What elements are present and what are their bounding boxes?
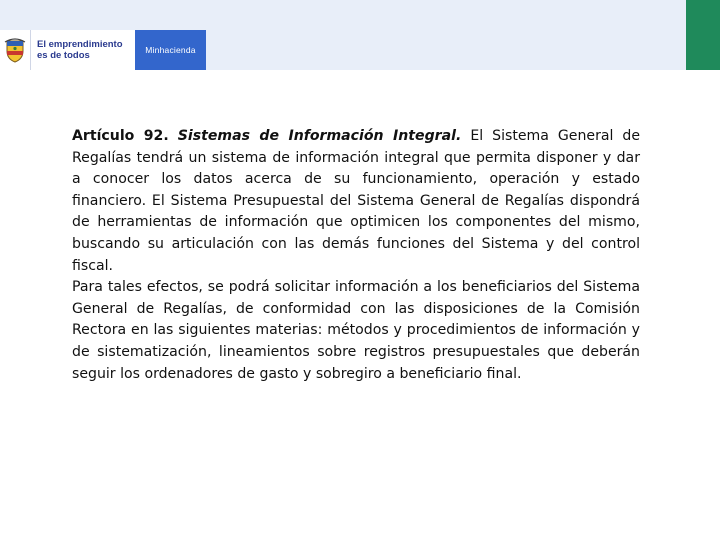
accent-tab xyxy=(686,0,720,70)
crest-graphic xyxy=(4,37,26,63)
government-logo xyxy=(0,30,206,70)
article-paragraph-2: Para tales efectos, se podrá solicitar información a los beneficiarios del Sistema General de Regalías, de conformidad con las disposiciones de la Comisión Rectora en las siguientes materias: métodos y procedimientos de información y de sistematización, lineamientos sobre registros presupuestales que deberán seguir los ordenadores de gasto y sobregiro a beneficiario final. xyxy=(72,279,640,382)
article-body xyxy=(72,126,640,385)
ministry-label: Minhacienda xyxy=(135,30,206,70)
article-paragraph-1 xyxy=(72,126,640,277)
brand-logo xyxy=(31,30,135,70)
brand-line-2: es de todos xyxy=(37,50,90,61)
article-title: Sistemas de Información Integral. xyxy=(177,128,462,144)
colombia-coat-of-arms-icon xyxy=(0,30,31,70)
article-number: Artículo 92. xyxy=(72,128,169,144)
brand-line-1: El emprendimiento xyxy=(37,39,123,50)
paragraph-1-text: El Sistema General de Regalías tendrá un sistema de información integral que permita disponer y dar a conocer los datos acerca de su funcionamiento, operación y estado financiero. El Sistema Presupuestal del Sistema General de Regalías dispondrá de herramientas de información que optimicen los componentes del mismo, buscando su articulación con las demás funciones del Sistema y del control fiscal. xyxy=(72,128,641,274)
